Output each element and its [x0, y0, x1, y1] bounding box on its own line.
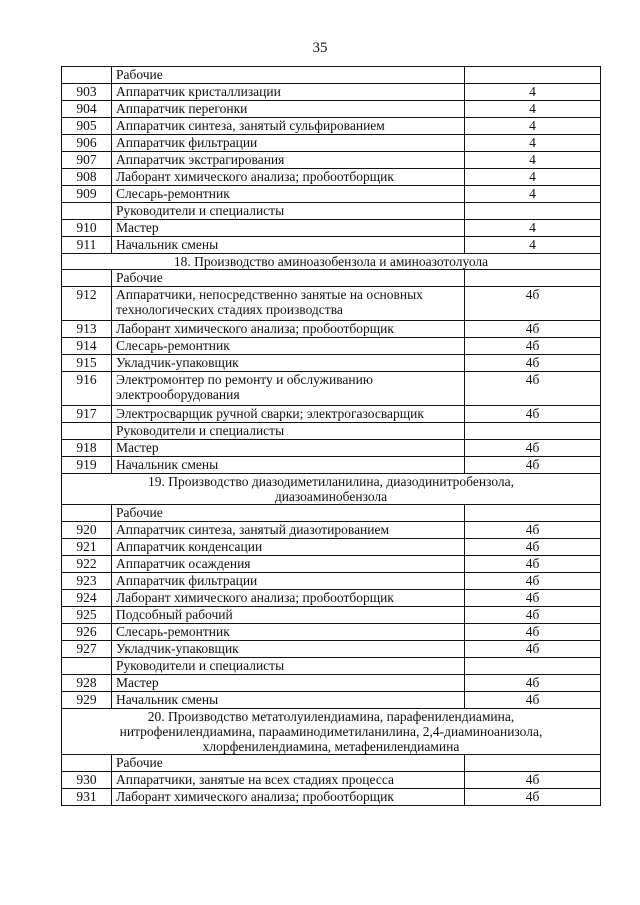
occupation-name: Лаборант химического анализа; пробоотборщик [112, 590, 465, 607]
table-row [62, 692, 601, 709]
table-row [62, 84, 601, 101]
occupation-name: Слесарь-ремонтник [112, 338, 465, 355]
occupation-name: Начальник смены [112, 237, 465, 254]
category-row [62, 270, 601, 287]
occupation-name: Аппаратчики, непосредственно занятые на основных технологических стадиях производства [112, 287, 465, 321]
hazard-class: 4б [465, 573, 601, 590]
occupation-name: Начальник смены [112, 692, 465, 709]
occupation-name: Аппаратчик синтеза, занятый диазотированием [112, 522, 465, 539]
row-number: 919 [62, 457, 112, 474]
table-row [62, 522, 601, 539]
hazard-class: 4 [465, 118, 601, 135]
row-number: 913 [62, 321, 112, 338]
table-row [62, 607, 601, 624]
hazard-class: 4 [465, 135, 601, 152]
empty-value-cell [465, 658, 601, 675]
occupation-name: Мастер [112, 675, 465, 692]
hazard-class: 4 [465, 152, 601, 169]
page-number: 35 [312, 40, 328, 56]
hazard-class: 4б [465, 556, 601, 573]
table-row [62, 152, 601, 169]
hazard-class: 4б [465, 321, 601, 338]
hazard-class: 4 [465, 101, 601, 118]
hazard-class: 4б [465, 457, 601, 474]
row-number: 920 [62, 522, 112, 539]
empty-number-cell [62, 658, 112, 675]
row-number: 929 [62, 692, 112, 709]
empty-value-cell [465, 203, 601, 220]
category-row [62, 658, 601, 675]
hazard-class: 4б [465, 338, 601, 355]
occupation-name: Аппаратчик фильтрации [112, 573, 465, 590]
section-heading-line: 20. Производство метатолуилендиамина, парафенилендиамина, [147, 709, 515, 724]
category-row [62, 67, 601, 84]
table-row [62, 624, 601, 641]
section-heading-line: 19. Производство диазодиметиланилина, диазодинитробензола, [147, 474, 515, 489]
row-number: 908 [62, 169, 112, 186]
section-heading-line: хлорфенилендиамина, метафенилендиамина [202, 739, 460, 754]
section-heading [62, 474, 601, 505]
occupation-name: Аппаратчик фильтрации [112, 135, 465, 152]
row-number: 917 [62, 406, 112, 423]
empty-value-cell [465, 755, 601, 772]
hazard-class: 4б [465, 539, 601, 556]
table-row [62, 440, 601, 457]
section-heading [62, 254, 601, 270]
empty-value-cell [465, 423, 601, 440]
occupation-name: Укладчик-упаковщик [112, 641, 465, 658]
empty-number-cell [62, 67, 112, 84]
hazard-class: 4 [465, 84, 601, 101]
hazard-class: 4б [465, 355, 601, 372]
occupation-name: Аппаратчик конденсации [112, 539, 465, 556]
occupation-name: Мастер [112, 220, 465, 237]
occupation-name: Аппаратчик синтеза, занятый сульфированием [112, 118, 465, 135]
table-row [62, 321, 601, 338]
hazard-class: 4б [465, 607, 601, 624]
row-number: 909 [62, 186, 112, 203]
row-number: 922 [62, 556, 112, 573]
hazard-class: 4б [465, 440, 601, 457]
hazard-class: 4 [465, 220, 601, 237]
hazard-class: 4б [465, 590, 601, 607]
section-heading-line: диазоаминобензола [274, 489, 388, 504]
row-number: 930 [62, 772, 112, 789]
hazard-class: 4б [465, 789, 601, 806]
row-number: 912 [62, 287, 112, 321]
row-number: 916 [62, 372, 112, 406]
empty-value-cell [465, 505, 601, 522]
row-number: 911 [62, 237, 112, 254]
hazard-class: 4б [465, 372, 601, 406]
occupation-name: Слесарь-ремонтник [112, 186, 465, 203]
table-row [62, 338, 601, 355]
category-label: Рабочие [112, 755, 465, 772]
table-row [62, 101, 601, 118]
empty-number-cell [62, 505, 112, 522]
table-row [62, 675, 601, 692]
row-number: 921 [62, 539, 112, 556]
category-label: Рабочие [112, 505, 465, 522]
hazard-class: 4б [465, 675, 601, 692]
category-label: Рабочие [112, 67, 465, 84]
hazard-class: 4б [465, 406, 601, 423]
section-heading-row [62, 254, 601, 270]
row-number: 924 [62, 590, 112, 607]
occupation-name: Подсобный рабочий [112, 607, 465, 624]
section-heading [62, 709, 601, 755]
table-row [62, 789, 601, 806]
row-number: 931 [62, 789, 112, 806]
section-heading-line: 18. Производство аминоазобензола и аминоазотолуола [173, 254, 489, 269]
row-number: 915 [62, 355, 112, 372]
hazard-class: 4б [465, 522, 601, 539]
table-row [62, 539, 601, 556]
table-row [62, 186, 601, 203]
hazard-class: 4б [465, 624, 601, 641]
occupation-name: Лаборант химического анализа; пробоотборщик [112, 169, 465, 186]
table-row [62, 220, 601, 237]
table-row [62, 457, 601, 474]
occupation-name: Аппаратчик осаждения [112, 556, 465, 573]
row-number: 907 [62, 152, 112, 169]
hazard-class: 4б [465, 287, 601, 321]
hazard-class: 4б [465, 772, 601, 789]
occupation-name: Укладчик-упаковщик [112, 355, 465, 372]
category-label: Рабочие [112, 270, 465, 287]
hazard-class: 4 [465, 169, 601, 186]
row-number: 926 [62, 624, 112, 641]
table-row [62, 772, 601, 789]
table-row [62, 135, 601, 152]
occupation-name: Лаборант химического анализа; пробоотборщик [112, 321, 465, 338]
table-row [62, 590, 601, 607]
table-row [62, 169, 601, 186]
empty-number-cell [62, 755, 112, 772]
occupation-name: Аппаратчики, занятые на всех стадиях процесса [112, 772, 465, 789]
empty-number-cell [62, 270, 112, 287]
category-row [62, 755, 601, 772]
category-row [62, 203, 601, 220]
row-number: 904 [62, 101, 112, 118]
row-number: 927 [62, 641, 112, 658]
occupation-name: Аппаратчик кристаллизации [112, 84, 465, 101]
section-heading-row [62, 709, 601, 755]
hazard-list-table [61, 66, 601, 806]
table-row [62, 237, 601, 254]
empty-number-cell [62, 203, 112, 220]
section-heading-line: нитрофенилендиамина, парааминодиметиланилина, 2,4-диаминоанизола, [119, 724, 543, 739]
row-number: 928 [62, 675, 112, 692]
occupation-name: Начальник смены [112, 457, 465, 474]
category-label: Руководители и специалисты [112, 423, 465, 440]
hazard-class: 4б [465, 692, 601, 709]
category-row [62, 423, 601, 440]
table-row [62, 406, 601, 423]
table-row [62, 118, 601, 135]
occupation-name: Лаборант химического анализа; пробоотборщик [112, 789, 465, 806]
empty-value-cell [465, 67, 601, 84]
occupation-name: Аппаратчик перегонки [112, 101, 465, 118]
hazard-class: 4 [465, 186, 601, 203]
table-row [62, 556, 601, 573]
occupation-name: Электросварщик ручной сварки; электрогазосварщик [112, 406, 465, 423]
empty-value-cell [465, 270, 601, 287]
row-number: 923 [62, 573, 112, 590]
hazard-class: 4 [465, 237, 601, 254]
row-number: 903 [62, 84, 112, 101]
table-row [62, 573, 601, 590]
hazard-class: 4б [465, 641, 601, 658]
category-row [62, 505, 601, 522]
occupation-name: Слесарь-ремонтник [112, 624, 465, 641]
table-row [62, 641, 601, 658]
row-number: 905 [62, 118, 112, 135]
row-number: 925 [62, 607, 112, 624]
table-row [62, 372, 601, 406]
row-number: 918 [62, 440, 112, 457]
table-row [62, 355, 601, 372]
empty-number-cell [62, 423, 112, 440]
row-number: 910 [62, 220, 112, 237]
table-row [62, 287, 601, 321]
occupation-name: Аппаратчик экстрагирования [112, 152, 465, 169]
category-label: Руководители и специалисты [112, 203, 465, 220]
occupation-name: Электромонтер по ремонту и обслуживанию электрооборудования [112, 372, 465, 406]
category-label: Руководители и специалисты [112, 658, 465, 675]
section-heading-row [62, 474, 601, 505]
occupation-name: Мастер [112, 440, 465, 457]
row-number: 914 [62, 338, 112, 355]
row-number: 906 [62, 135, 112, 152]
